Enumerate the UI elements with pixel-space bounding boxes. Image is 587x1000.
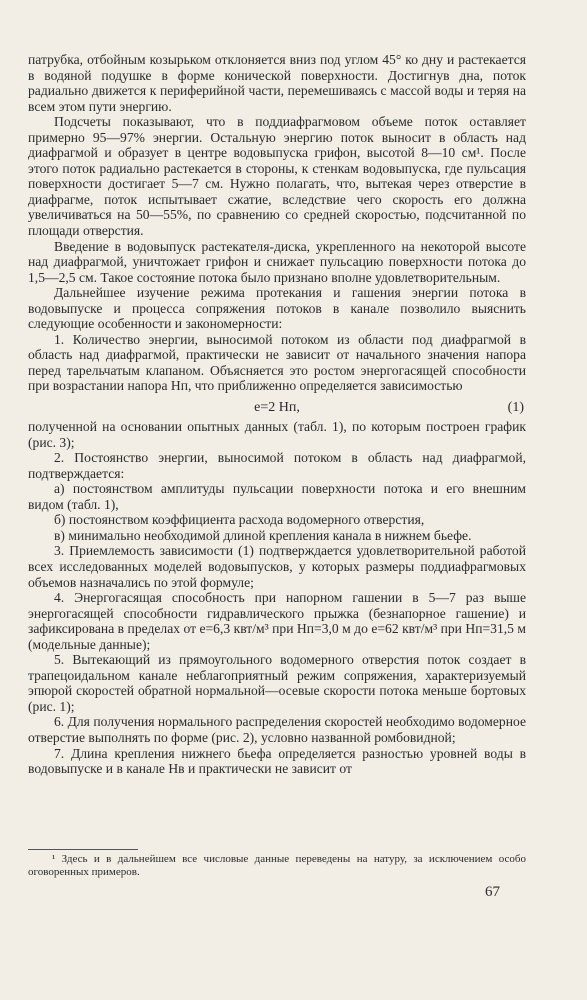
paragraph: полученной на основании опытных данных (табл. 1), по которым построен график (рис. 3); — [28, 419, 526, 450]
footnote-divider — [28, 849, 138, 850]
footnote — [28, 853, 526, 879]
formula — [28, 400, 526, 415]
paragraph: 4. Энергогасящая способность при напорном гашении в 5—7 раз выше энергогасящей способности гидравлического прыжка (безнапорное гашение) и зафиксирована в пределах от e=6,3 квт/м³ при Hп=3,0 м до e=62 квт/м³ при Hп=31,5 м (модельные данные); — [28, 590, 526, 652]
paragraph: патрубка, отбойным козырьком отклоняется вниз под углом 45° ко дну и растекается в водяной подушке в форме конической поверхности. Достигнув дна, поток радиально движется к периферийной части, перемешиваясь с массой воды и теряя на всем этом пути энергию. — [28, 52, 526, 114]
paragraph: 2. Постоянство энергии, выносимой потоком в область над диафрагмой, подтверждается: — [28, 450, 526, 481]
main-text — [28, 52, 526, 777]
paragraph: 6. Для получения нормального распределения скоростей необходимо водомерное отверстие выполнять по форме (рис. 2), условно названной ромбовидной; — [28, 714, 526, 745]
paragraph: б) постоянством коэффициента расхода водомерного отверстия, — [54, 512, 425, 528]
paragraph: 5. Вытекающий из прямоугольного водомерного отверстия поток создает в трапецоидальном канале неблагоприятный режим сопряжения, характеризуемый эпюрой скоростей обратной нормальной—осевые скорости потока меньше бортовых (рис. 1); — [28, 652, 526, 714]
paragraph: 3. Приемлемость зависимости (1) подтверждается удовлетворительной работой всех исследованных моделей водовыпусков, у которых размеры поддиафрагмовых объемов назначались по этой формуле; — [28, 543, 526, 590]
paragraph: в) минимально необходимой длиной крепления канала в нижнем бьефе. — [54, 527, 472, 543]
paragraph: а) постоянством амплитуды пульсации поверхности потока и его внешним видом (табл. 1), — [28, 481, 526, 512]
paragraph: Подсчеты показывают, что в поддиафрагмовом объеме поток оставляет примерно 95—97% энергии. Остальную энергию поток выносит в область над диафрагмой и образует в центре водовыпуска грифон, высотой 8—10 см¹. После этого поток радиально растекается в стороны, к стенкам водовыпуска, где пульсация поверхности достигает 5—7 см. Нужно полагать, что, вытекая через отверстие в диафрагме, поток испытывает сжатие, вследствие чего скорость его должна увеличиваться на 50—55%, по сравнению со средней скоростью, подсчитанной по площади отверстия. — [28, 114, 526, 239]
paragraph: Дальнейшее изучение режима протекания и гашения энергии потока в водовыпуске и процесса сопряжения потоков в канале позволило выяснить следующие особенности и закономерности: — [28, 285, 526, 332]
formula-expression: e=2 Hп, — [254, 400, 300, 416]
paragraph: 7. Длина крепления нижнего бьефа определяется разностью уровней воды в водовыпуске и в канале Hв и практически не зависит от — [28, 745, 526, 777]
paragraph: 1. Количество энергии, выносимой потоком из области под диафрагмой в область над диафрагмой, практически не зависит от начального значения напора перед тарельчатым клапаном. Объясняется это ростом энергогасящей способности при возрастании напора Hп, что приближенно определяется зависимостью — [28, 331, 526, 394]
footnote-text: ¹ Здесь и в дальнейшем все числовые данные переведены на натуру, за исключением особо оговоренных примеров. — [28, 853, 526, 878]
formula-number: (1) — [507, 400, 524, 416]
paragraph: Введение в водовыпуск растекателя-диска, укрепленного на некоторой высоте над диафрагмой, уничтожает грифон и снижает пульсацию поверхности потока до 1,5—2,5 см. Такое состояние потока было признано вполне удовлетворительным. — [28, 238, 526, 285]
page-number: 67 — [485, 884, 500, 900]
